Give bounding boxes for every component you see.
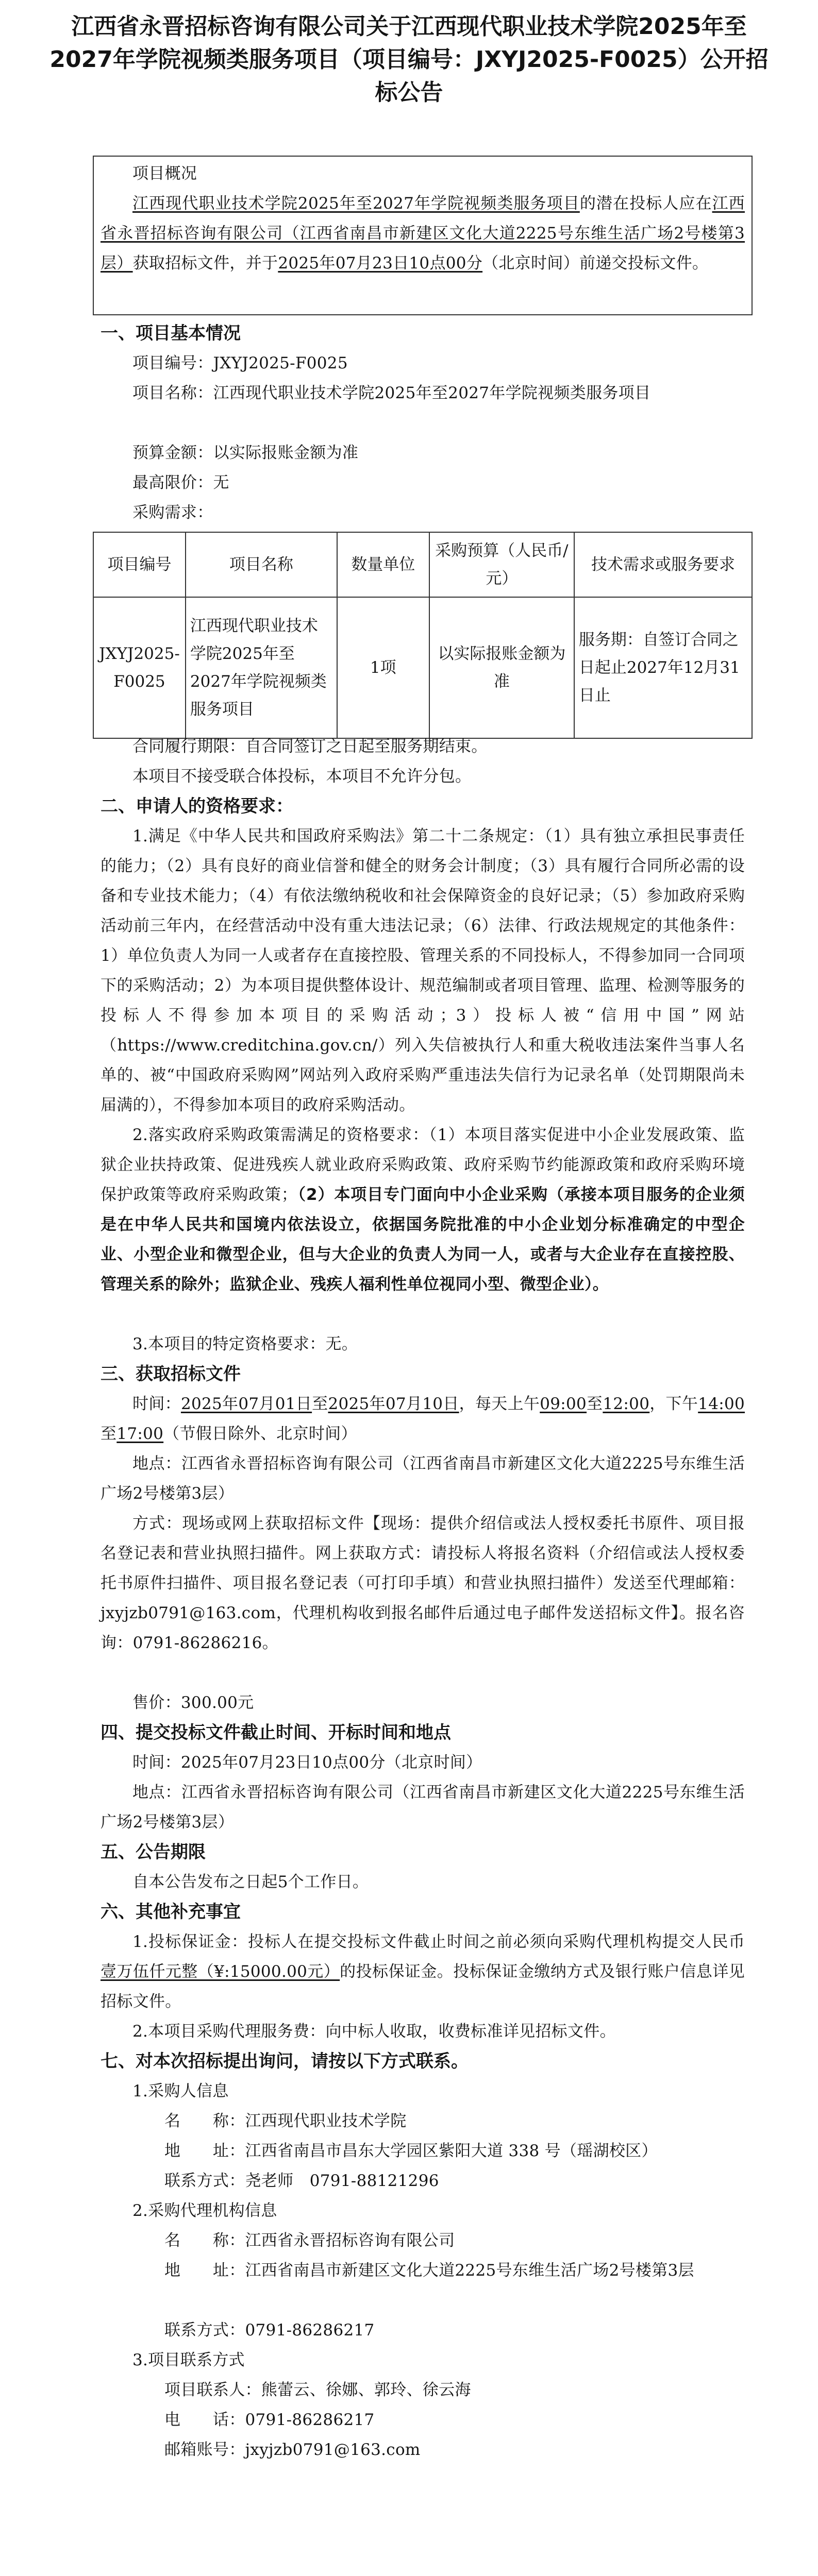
obtain-pm-end: 17:00 [116,1425,164,1443]
bid-deposit-pre: 1.投标保证金：投标人在提交投标文件截止时间之前必须向采购代理机构提交人民币 [132,1933,745,1951]
obtain-pm: ，下午 [649,1395,698,1413]
overview-deadline: 2025年07月23日10点00分 [278,254,483,273]
header-cell: 采购预算（人民币/元） [429,532,574,597]
qualification-2-bold: （2）本项目专门面向中小企业采购（承接本项目服务的企业须是在中华人民共和国境内依法设立，依据国务院批准的中小企业划分标准确定的中型企业、小型企业和微型企业，但与大企业的负责人为同一人，或者与大企业存在直接控股、管理关系的除外；监狱企业、残疾人福利性单位视同小型、微型企业）。 [101,1185,745,1294]
qualification-2-normal: 2.落实政府采购政策需满足的资格要求：（1）本项目落实促进中小企业发展政策、监狱企业扶持政策、促进残疾人就业政府采购政策、政府采购节约能源政策和政府采购环境保护政策等政府采购政策； [101,1126,745,1204]
overview-tail: （北京时间）前递交投标文件。 [482,254,709,273]
overview-label: 项目概况 [132,164,197,183]
purchaser-info-heading: 1.采购人信息 [132,2082,229,2100]
header-cell: 数量单位 [337,532,429,597]
obtain-pm-start: 14:00 [698,1395,745,1413]
bid-deposit-amount: 壹万伍仟元整（¥:15000.00元） [101,1962,340,1981]
section6-heading: 六、其他补充事宜 [101,1902,241,1922]
notice-period: 自本公告发布之日起5个工作日。 [132,1873,369,1891]
obtain-to: 至 [312,1395,328,1413]
project-contact-people: 项目联系人：熊蕾云、徐娜、郭玲、徐云海 [164,2381,471,2399]
table-header-row [93,532,752,597]
obtain-date-start: 2025年07月01日 [180,1395,312,1413]
table-cell: 1项 [337,597,429,738]
document-price: 售价：300.00元 [132,1693,254,1712]
requirements-label: 采购需求： [132,503,213,522]
project-contact-phone: 电 话：0791-86286217 [164,2411,375,2429]
table-cell: 服务期：自签订合同之日起止2027年12月31日止 [574,597,752,738]
section4-heading: 四、提交投标文件截止时间、开标时间和地点 [101,1722,451,1743]
obtain-time-tail: （节假日除外、北京时间） [163,1425,357,1443]
obtain-am-end: 12:00 [603,1395,650,1413]
no-consortium: 本项目不接受联合体投标，本项目不允许分包。 [132,767,472,786]
table-cell: 江西现代职业技术学院2025年至2027年学院视频类服务项目 [186,597,337,738]
section1-heading: 一、项目基本情况 [101,323,241,344]
obtain-place: 地点：江西省永晋招标咨询有限公司（江西省南昌市新建区文化大道2225号东维生活广场2号楼第3层） [101,1454,745,1503]
agency-name: 名 称：江西省永晋招标咨询有限公司 [164,2231,455,2250]
table-cell: JXYJ2025-F0025 [93,597,186,738]
qualification-2 [101,1120,745,1299]
obtain-time [101,1389,745,1449]
bid-deposit-post: 的投标保证金。投标保证金缴纳方式及银行账户信息详见招标文件。 [101,1962,745,2011]
obtain-method: 方式：现场或网上获取招标文件【现场：提供介绍信或法人授权委托书原件、项目报名登记表和营业执照扫描件。网上获取方式：请投标人将报名资料（介绍信或法人授权委托书原件扫描件、项目报名登记表（可打印手填）和营业执照扫描件）发送至代理邮箱：jxyjzb0791@163.com，代理机构收到报名邮件后通过电子邮件发送招标文件】。报名咨询：0791-86286216。 [101,1514,745,1652]
qualification-1: 1.满足《中华人民共和国政府采购法》第二十二条规定：（1）具有独立承担民事责任的能力；（2）具有良好的商业信誉和健全的财务会计制度；（3）具有履行合同所必需的设备和专业技术能力；（4）有依法缴纳税收和社会保障资金的良好记录；（5）参加政府采购活动前三年内，在经营活动中没有重大违法记录；（6）法律、行政法规规定的其他条件：1）单位负责人为同一人或者存在直接控股、管理关系的不同投标人，不得参加同一合同项下的采购活动；2）为本项目提供整体设计、规范编制或者项目管理、监理、检测等服务的投标人不得参加本项目的采购活动；3）投标人被“信用中国”网站（https://www.creditchina.gov.cn/）列入失信被执行人和重大税收违法案件当事人名单的、被“中国政府采购网”网站列入政府采购严重违法失信行为记录名单（处罚期限尚未届满的），不得参加本项目的政府采购活动。 [101,827,745,1114]
section2-heading: 二、申请人的资格要求： [101,796,293,817]
purchaser-address: 地 址：江西省南昌市昌东大学园区紫阳大道 338 号（瑶湖校区） [164,2142,658,2160]
project-contact-email: 邮箱账号：jxyjzb0791@163.com [164,2441,421,2459]
overview-mid2: 获取招标文件，并于 [132,254,278,273]
header-cell: 技术需求或服务要求 [574,532,752,597]
overview-text [101,189,745,278]
table-cell: 以实际报账金额为准 [429,597,574,738]
project-name: 项目名称：江西现代职业技术学院2025年至2027年学院视频类服务项目 [132,384,651,402]
purchaser-name: 名 称：江西现代职业技术学院 [164,2112,407,2130]
purchaser-contact: 联系方式：尧老师 0791-88121296 [164,2172,439,2190]
agency-fee: 2.本项目采购代理服务费：向中标人收取，收费标准详见招标文件。 [132,2022,616,2041]
table-row [93,597,752,738]
agency-address: 地 址：江西省南昌市新建区文化大道2225号东维生活广场2号楼第3层 [164,2261,694,2280]
obtain-am-start: 09:00 [540,1395,587,1413]
contract-period: 合同履行期限：自合同签订之日起至服务期结束。 [132,737,488,756]
section7-heading: 七、对本次招标提出询问，请按以下方式联系。 [101,2051,469,2072]
agency-info-heading: 2.采购代理机构信息 [132,2201,277,2220]
deadline-time: 时间：2025年07月23日10点00分（北京时间） [132,1753,482,1772]
bid-deposit [101,1927,745,2016]
obtain-daily: ，每天上午 [459,1395,540,1413]
max-price: 最高限价：无 [132,473,229,492]
requirements-table [93,532,753,739]
deadline-place: 地点：江西省永晋招标咨询有限公司（江西省南昌市新建区文化大道2225号东维生活广场2号楼第3层） [101,1783,745,1832]
obtain-date-end: 2025年07月10日 [328,1395,459,1413]
overview-place: 江西省永晋招标咨询有限公司（江西省南昌市新建区文化大道2225号东维生活广场2号楼第3层） [101,194,745,273]
qualification-3: 3.本项目的特定资格要求：无。 [132,1335,358,1353]
overview-project: 江西现代职业技术学院2025年至2027年学院视频类服务项目 [132,194,580,213]
header-cell: 项目名称 [186,532,337,597]
section5-heading: 五、公告期限 [101,1842,206,1862]
project-number: 项目编号：JXYJ2025-F0025 [132,354,348,372]
header-cell: 项目编号 [93,532,186,597]
agency-contact: 联系方式：0791-86286217 [164,2321,375,2340]
obtain-pm-to: 至 [101,1425,117,1443]
budget-amount: 预算金额：以实际报账金额为准 [132,444,359,462]
project-contact-heading: 3.项目联系方式 [132,2351,245,2369]
overview-mid1: 的潜在投标人应在 [579,194,712,213]
obtain-am-to: 至 [587,1395,603,1413]
obtain-time-label: 时间： [132,1395,181,1413]
section3-heading: 三、获取招标文件 [101,1364,241,1384]
announcement-title: 江西省永晋招标咨询有限公司关于江西现代职业技术学院2025年至2027年学院视频类服务项目（项目编号：JXYJ2025-F0025）公开招标公告 [49,13,769,106]
